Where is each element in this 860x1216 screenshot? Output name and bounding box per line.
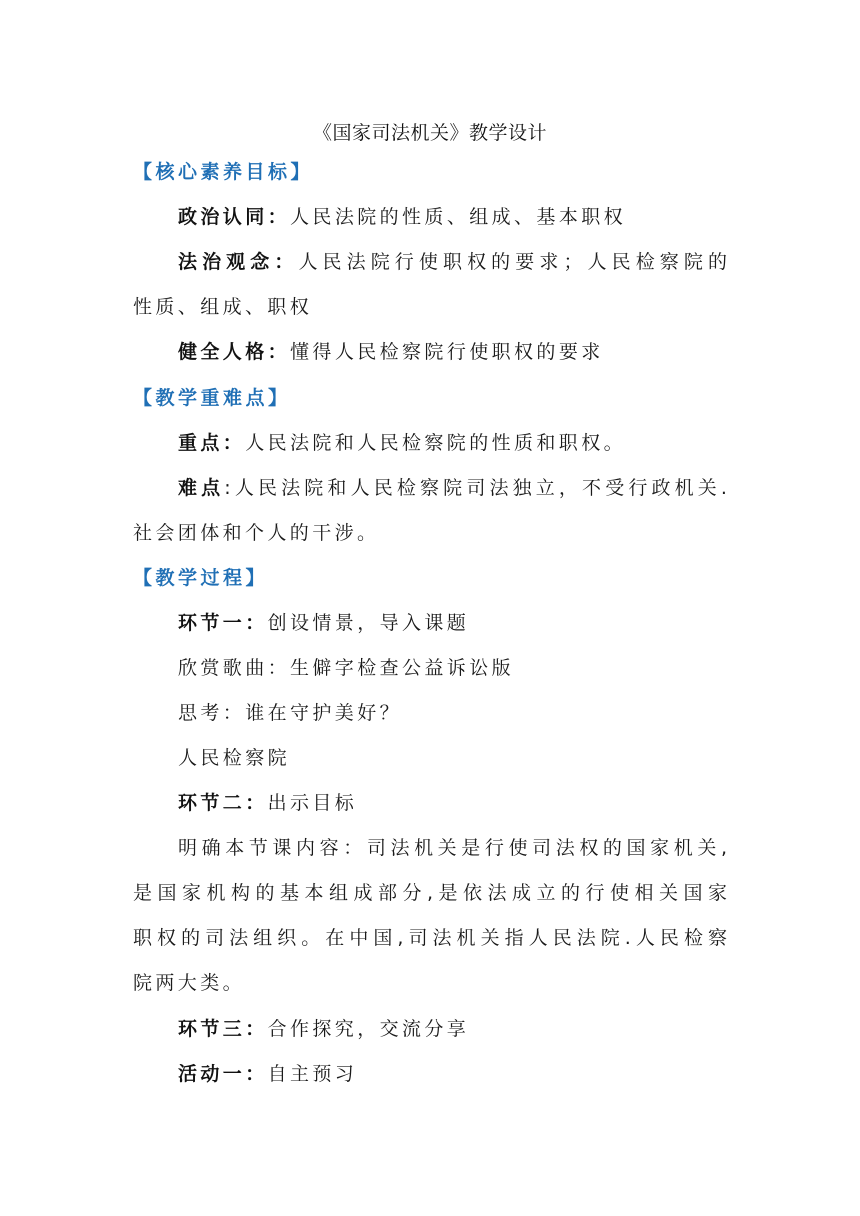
text-content-line-2: 是国家机构的基本组成部分,是依法成立的行使相关国家 (133, 882, 727, 904)
document-title: 《国家司法机关》教学设计 (312, 122, 547, 144)
heading-key-difficult-points: 【教学重难点】 (133, 387, 291, 409)
label-sound-personality: 健全人格： (178, 341, 291, 363)
text-think-line: 思考：谁在守护美好？ (178, 702, 403, 724)
text-difficult-point-1: :人民法院和人民检察院司法独立，不受行政机关. (224, 477, 727, 499)
label-key-point: 重点： (178, 432, 246, 454)
heading-core-competencies: 【核心素养目标】 (133, 161, 314, 183)
label-step-two: 环节二： (178, 792, 268, 814)
paragraph-sound-personality (178, 338, 604, 366)
label-rule-of-law: 法治观念： (178, 251, 299, 273)
text-step-one: 创设情景，导入课题 (267, 612, 470, 634)
paragraph-difficult-point (178, 474, 727, 502)
paragraph-activity-one (178, 1060, 357, 1088)
paragraph-rule-of-law (178, 248, 727, 276)
paragraph-step-three (178, 1015, 469, 1043)
text-answer-line: 人民检察院 (178, 747, 291, 769)
text-sound-personality: 懂得人民检察院行使职权的要求 (290, 341, 604, 363)
label-step-one: 环节一： (178, 612, 268, 634)
text-key-point: 人民法院和人民检察院的性质和职权。 (245, 432, 627, 454)
text-political-identity: 人民法院的性质、组成、基本职权 (290, 206, 627, 228)
paragraph-step-one (178, 609, 469, 637)
text-rule-of-law-2: 性质、组成、职权 (133, 296, 313, 318)
paragraph-key-point (178, 429, 626, 457)
heading-teaching-process: 【教学过程】 (133, 567, 269, 589)
text-step-three: 合作探究，交流分享 (267, 1018, 470, 1040)
text-difficult-point-2: 社会团体和个人的干涉。 (133, 522, 380, 544)
paragraph-step-two (178, 789, 357, 817)
label-activity-one: 活动一： (178, 1063, 268, 1085)
label-political-identity: 政治认同： (178, 206, 291, 228)
paragraph-political-identity (178, 203, 626, 231)
text-content-line-1: 明确本节课内容：司法机关是行使司法权的国家机关, (178, 837, 727, 859)
text-content-line-4: 院两大类。 (133, 972, 246, 994)
text-song-line: 欣赏歌曲：生僻字检查公益诉讼版 (178, 657, 515, 679)
text-content-line-3: 职权的司法组织。在中国,司法机关指人民法院.人民检察 (133, 927, 727, 949)
label-difficult-point: 难点 (178, 477, 225, 499)
text-step-two: 出示目标 (267, 792, 358, 814)
label-step-three: 环节三： (178, 1018, 268, 1040)
text-rule-of-law-1: 人民法院行使职权的要求；人民检察院的 (298, 251, 727, 273)
text-activity-one: 自主预习 (267, 1063, 358, 1085)
